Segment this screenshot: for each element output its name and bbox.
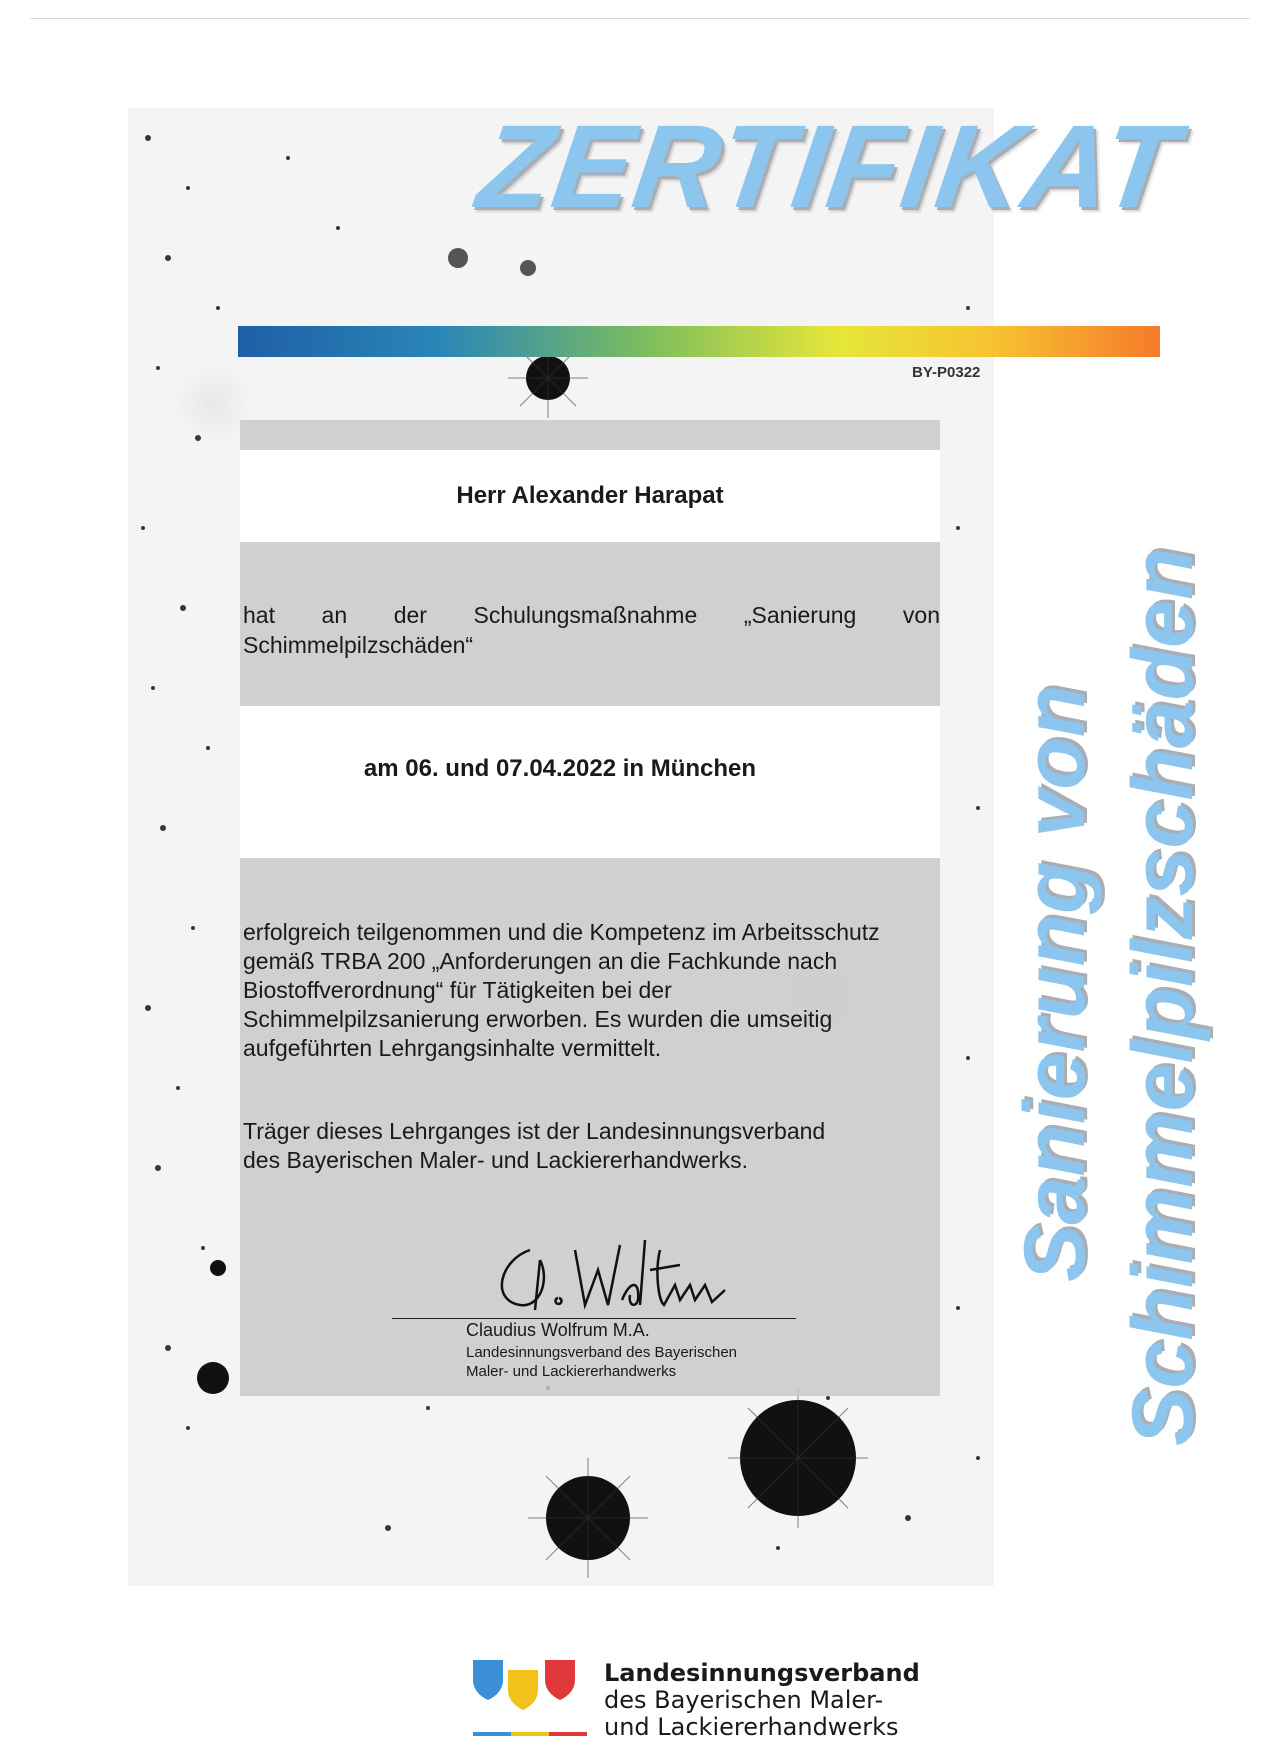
- signer-org-line-2: Maler- und Lackiererhandwerks: [466, 1363, 677, 1380]
- certificate-code: BY-P0322: [912, 364, 981, 381]
- recipient-name: Herr Alexander Harapat: [456, 482, 724, 509]
- top-border-line: [30, 18, 1250, 19]
- signer-org-line-1: Landesinnungsverband des Bayerischen: [466, 1344, 738, 1361]
- association-name-line-1: Landesinnungsverband: [604, 1659, 920, 1687]
- course-line-2: Schimmelpilzschäden“: [243, 632, 474, 658]
- association-name: [604, 1660, 920, 1741]
- paragraph-sponsor: Träger dieses Lehrganges ist der Landesinnungsverband des Bayerischen Maler- und Lackiererhandwerks.: [243, 1118, 826, 1173]
- date-location: am 06. und 07.04.2022 in München: [363, 755, 757, 782]
- rainbow-bar: [238, 326, 1160, 357]
- side-title-line-1: Sanierung von: [1007, 684, 1103, 1282]
- signature-image: [480, 1230, 750, 1320]
- association-name-line-3: und Lackiererhandwerks: [604, 1713, 899, 1741]
- side-title-line-2: Schimmelpilzschäden: [1115, 547, 1211, 1446]
- course-line-1: hat an der Schulungsmaßnahme „Sanierung von: [243, 602, 940, 628]
- association-name-line-2: des Bayerischen Maler-: [604, 1686, 884, 1714]
- band-top: [240, 420, 940, 450]
- certificate-title: ZERTIFIKAT: [470, 101, 1187, 233]
- signature-line: [392, 1318, 796, 1319]
- signer-name: Claudius Wolfrum M.A.: [466, 1320, 650, 1340]
- paragraph-achievement: erfolgreich teilgenommen und die Kompetenz im Arbeitsschutz gemäß TRBA 200 „Anforderungen an die Fachkunde nach Biostoffverordnung“ für Tätigkeiten bei der Schimmelpilzsanierung erworben. Es wurden die umseitig aufgeführten Lehrgangsinhalte vermittelt.: [243, 919, 880, 1061]
- association-logo: [468, 1658, 598, 1738]
